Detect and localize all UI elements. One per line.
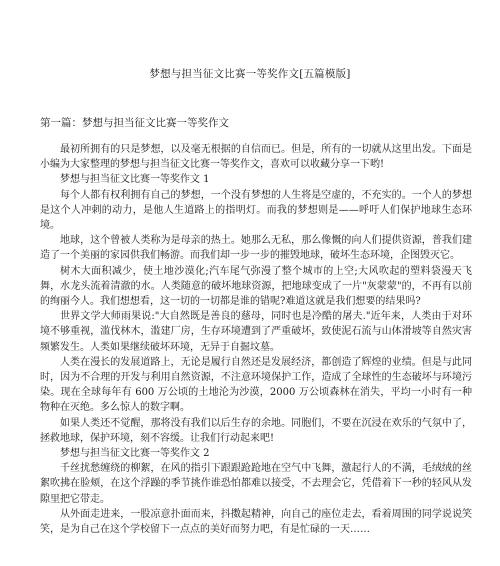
paragraph: 树木大面积减少，使土地沙漠化;汽车尾气弥漫了整个城市的上空;大风吹起的塑料袋漫天飞舞，水龙头流着清澈的水。人类随意的破坏地球资源，把地球变成了一片"灰蒙蒙"的，不再有以前的绚丽今人。我们想想看，这一切的一切都是谁的错呢?难道这就是我们想要的结果吗? — [40, 265, 472, 308]
essay-heading-1: 梦想与担当征文比赛一等奖作文 1 — [60, 174, 210, 186]
paragraph: 地球，这个曾被人类称为是母亲的热土。她那么无私，那么像慨的向人们提供资源，普我们建造了一个美丽的家园供我们畅游。而我们却一步一步的摧毁地球，破坏生态环境，企图毁灭它。 — [40, 235, 472, 262]
document-title: 梦想与担当征文比赛一等奖作文[五篇模版] — [149, 68, 351, 80]
paragraph: 从外面走进来，一股凉意扑面而来，抖擞起精神，向自己的座位走去，看着周围的同学说说笑笑，是为自己在这个学校留下一点点的美好而努力吧，有是忙碌的一天…… — [40, 508, 472, 536]
paragraph: 每个人都有权利拥有自己的梦想，一个没有梦想的人生将是空虚的，不充实的。一个人的梦想是这个人冲刺的动力，是他人生道路上的指明灯。而我的梦想则是——呼吁人们保护地球生态环境。 — [40, 189, 472, 232]
section-heading: 第一篇：梦想与担当征文比赛一等奖作文 — [40, 117, 229, 129]
paragraph: 世界文学大师雨果说:"大自然既是善良的慈母，同时也是冷酷的屠夫."近年来，人类由于对环境不够重视，滥伐林木，滥建厂房，生存环境遭到了严重破坏，致使泥石流与山体滑坡等自然灾害频繁发生。人类如果继续破坏环境，无异于自掘坟墓。 — [40, 311, 472, 353]
essay-heading-2: 梦想与担当征文比赛一等奖作文 2 — [60, 448, 210, 460]
paragraph: 人类在漫长的发展道路上，无论是履行自然还是发展经济，都创造了辉煌的业绩。但是与此同时，因为不合理的开发与利用自然资源，不注意环境保护工作，造成了全球性的生态破坏与环境污染。现在全球每年有 600 万公顷的土地沦为沙漠，2000 万公顷森林在消失，平均一小时有一种物种在灭绝。多么惊人的数字啊。 — [40, 356, 472, 414]
paragraph: 如果人类还不觉醒，那将没有我们以后生存的余地。同胞们，不要在沉浸在欢乐的气氛中了，拯救地球，保护环境，刻不容缓。让我们行动起来吧! — [40, 417, 472, 444]
document-body — [40, 142, 472, 537]
paragraph-intro: 最初所拥有的只是梦想，以及毫无根据的自信而已。但是，所有的一切就从这里出发。下面是小编为大家整理的梦想与担当征文比赛一等奖作文，喜欢可以收藏分享一下哟! — [40, 144, 472, 171]
paragraph: 千丝扰愁缠绕的柳絮，在风的指引下跟跟跄跄地在空气中飞舞，激起行人的不满，毛绒绒的丝絮吹拂在脸颊，在这个浮躁的季节挑作谁恐怕都难以接受，不去理会它，凭借着下一秒的轻风从发隙里把它带走。 — [40, 463, 472, 505]
